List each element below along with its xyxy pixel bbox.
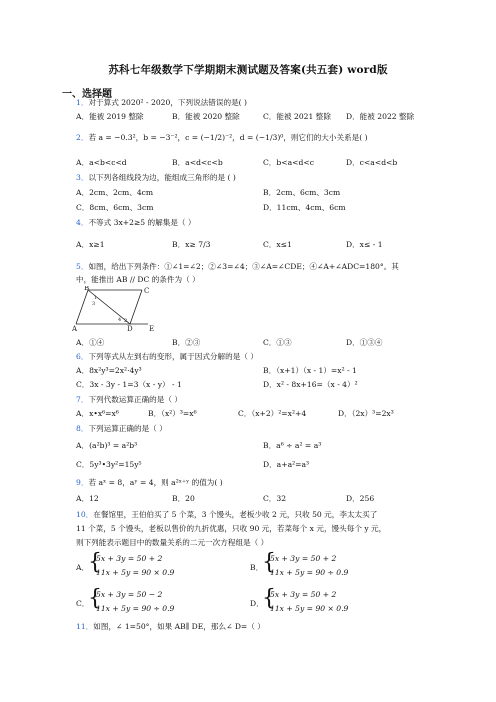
- question-10-line-2: 11 个菜，5 个馒头，老板以售价的九折优惠，只收 90 元，若菜每个 x 元，馒头每个 y 元，: [76, 524, 387, 533]
- option-b-system: [262, 550, 362, 582]
- option-c: C．（x+2）²=x²+4: [238, 409, 307, 418]
- brace-icon: {: [262, 550, 276, 575]
- label-c: C: [144, 287, 150, 295]
- question-4: [76, 218, 196, 228]
- question-8: [76, 424, 167, 434]
- label-e: E: [149, 325, 155, 332]
- angle-4-label: 4: [118, 317, 122, 323]
- question-number: 3．: [76, 173, 89, 182]
- question-number: 4．: [76, 218, 89, 227]
- question-number: 8．: [76, 424, 89, 433]
- equation-1: 5x + 3y = 50 + 2: [96, 554, 163, 563]
- option-b: B．a<d<c<b: [172, 158, 223, 167]
- option-c: C．5y³•3y²=15y⁵: [76, 460, 142, 469]
- option-a: A．a<b<c<d: [76, 158, 127, 167]
- option-d-label: D．: [250, 599, 264, 608]
- option-c-system: [88, 586, 188, 618]
- question-6: [76, 352, 258, 362]
- option-a: A．①④: [76, 338, 105, 347]
- label-d: D: [127, 325, 133, 332]
- equation-1: 5x + 3y = 50 + 2: [270, 554, 337, 563]
- question-2: [76, 133, 368, 143]
- equation-2: 11x + 5y = 90 ÷ 0.9: [96, 604, 175, 613]
- equation-1: 5x + 3y = 50 + 2: [270, 590, 337, 599]
- option-d: D．x≤ - 1: [346, 240, 383, 249]
- option-c-label: C．: [76, 599, 90, 608]
- option-a: A．8x²y³=2x²·4y³: [76, 366, 142, 375]
- option-b-label: B．: [250, 563, 264, 572]
- option-d: D．11cm、4cm、6cm: [263, 203, 346, 212]
- option-a: A．x≥1: [76, 240, 105, 249]
- question-11: [76, 622, 265, 632]
- question-number: 1．: [76, 98, 89, 107]
- question-9: [76, 478, 223, 488]
- question-10-line-3: 则下列能表示题目中的数量关系的二元一次方程组是（ ）: [76, 538, 269, 547]
- question-1: [76, 98, 247, 108]
- option-b: B．a⁶ ÷ a² = a³: [263, 441, 322, 450]
- brace-icon: {: [88, 550, 102, 575]
- geometry-figure-trapezoid: [72, 286, 162, 332]
- question-number: 5．: [76, 262, 89, 271]
- option-d: D．256: [346, 494, 375, 503]
- angle-1-label: 1: [94, 295, 98, 301]
- question-text: 下列等式从左到右的变形，属于因式分解的是（ ）: [88, 352, 258, 361]
- option-c: C．3x - 3y - 1=3（x - y） - 1: [76, 380, 182, 389]
- question-text: 以下列各组线段为边，能组成三角形的是 ( ): [88, 173, 236, 182]
- equation-1: 5x + 3y = 50 − 2: [96, 590, 163, 599]
- option-a-label: A．: [76, 563, 90, 572]
- option-b: B．能被 2020 整除: [172, 112, 240, 121]
- question-5: [76, 262, 399, 272]
- question-number: 9．: [76, 478, 89, 487]
- option-c: C．32: [263, 494, 287, 503]
- question-text: 下列代数运算正确的是（ ）: [88, 395, 182, 404]
- page-title: 苏科七年级数学下学期期末测试题及答案(共五套) word版: [108, 64, 388, 76]
- option-b: B．20: [172, 494, 195, 503]
- question-number: 10．: [76, 510, 94, 519]
- question-text: 在餐馆里，王伯伯买了 5 个菜，3 个馒头，老板少收 2 元，只收 50 元，李太太买了: [93, 510, 378, 519]
- option-d-system: [262, 586, 362, 618]
- option-c: C．8cm、6cm、3cm: [76, 203, 154, 212]
- question-text: 对于算式 2020² - 2020，下列说法错误的是( ): [88, 98, 247, 107]
- option-a: A．x•x⁶=x⁶: [76, 409, 119, 418]
- option-d: D．①③④: [346, 338, 383, 347]
- option-d: D．c<a<d<b: [346, 158, 398, 167]
- option-c: C．b<a<d<c: [263, 158, 314, 167]
- option-d: D．（2x）³=2x³: [338, 409, 394, 418]
- question-text: 如图，给出下列条件：①∠1=∠2；②∠3=∠4；③∠A=∠CDE；④∠A+∠ADC=180°。其: [88, 262, 399, 271]
- question-text: 下列运算正确的是（ ）: [88, 424, 167, 433]
- option-d: D．a+a²=a³: [263, 460, 310, 469]
- equation-2: 11x + 5y = 90 × 0.9: [96, 568, 175, 577]
- option-a: A．12: [76, 494, 99, 503]
- option-a: A．2cm、2cm、4cm: [76, 188, 154, 197]
- option-c: C．x≤1: [263, 240, 292, 249]
- option-b: B．②③: [172, 338, 201, 347]
- question-5-line-2: 中，能推出 AB // DC 的条件为（ ）: [76, 275, 200, 284]
- question-3: [76, 173, 236, 183]
- brace-icon: {: [262, 586, 276, 611]
- question-number: 2．: [76, 133, 89, 142]
- option-c: C．能被 2021 整除: [263, 112, 331, 121]
- option-d: D．能被 2022 整除: [346, 112, 415, 121]
- option-d: D．x² - 8x+16=（x - 4）²: [263, 380, 358, 389]
- option-b: B．x≥ 7/3: [172, 240, 211, 249]
- question-text: 如图，∠ 1=50°，如果 AB∥ DE，那么∠ D=（ ）: [93, 622, 265, 631]
- option-a-system: [88, 550, 188, 582]
- option-a: A．(a²b)³ = a²b³: [76, 441, 138, 450]
- question-number: 6．: [76, 352, 89, 361]
- question-text: 若 a = −0.3²，b = −3⁻²，c = (−1/2)⁻²，d = (−1/3)⁰，则它们的大小关系是( ): [88, 133, 368, 142]
- question-number: 11．: [76, 622, 94, 631]
- angle-2-label: 2: [124, 318, 128, 324]
- question-text: 若 aˣ = 8，aʸ = 4，则 a²ˣ⁺ʸ 的值为( ): [88, 478, 223, 487]
- brace-icon: {: [88, 586, 102, 611]
- label-b: B: [84, 286, 90, 292]
- question-7: [76, 395, 182, 405]
- label-a: A: [72, 325, 78, 332]
- question-number: 7．: [76, 395, 89, 404]
- section-heading: 一、选择题: [62, 89, 112, 100]
- option-a: A．能被 2019 整除: [76, 112, 144, 121]
- option-b: B．（x²）³=x⁶: [148, 409, 197, 418]
- question-10: [76, 510, 377, 520]
- option-c: C．①③: [263, 338, 292, 347]
- option-b: B．2cm、6cm、3cm: [263, 188, 341, 197]
- equation-2: 11x + 5y = 90 × 0.9: [270, 604, 349, 613]
- equation-2: 11x + 5y = 90 ÷ 0.9: [270, 568, 349, 577]
- angle-3-label: 3: [92, 301, 96, 307]
- question-text: 不等式 3x+2≥5 的解集是（ ）: [88, 218, 196, 227]
- option-b: B．（x+1）（x - 1）=x² - 1: [263, 366, 357, 375]
